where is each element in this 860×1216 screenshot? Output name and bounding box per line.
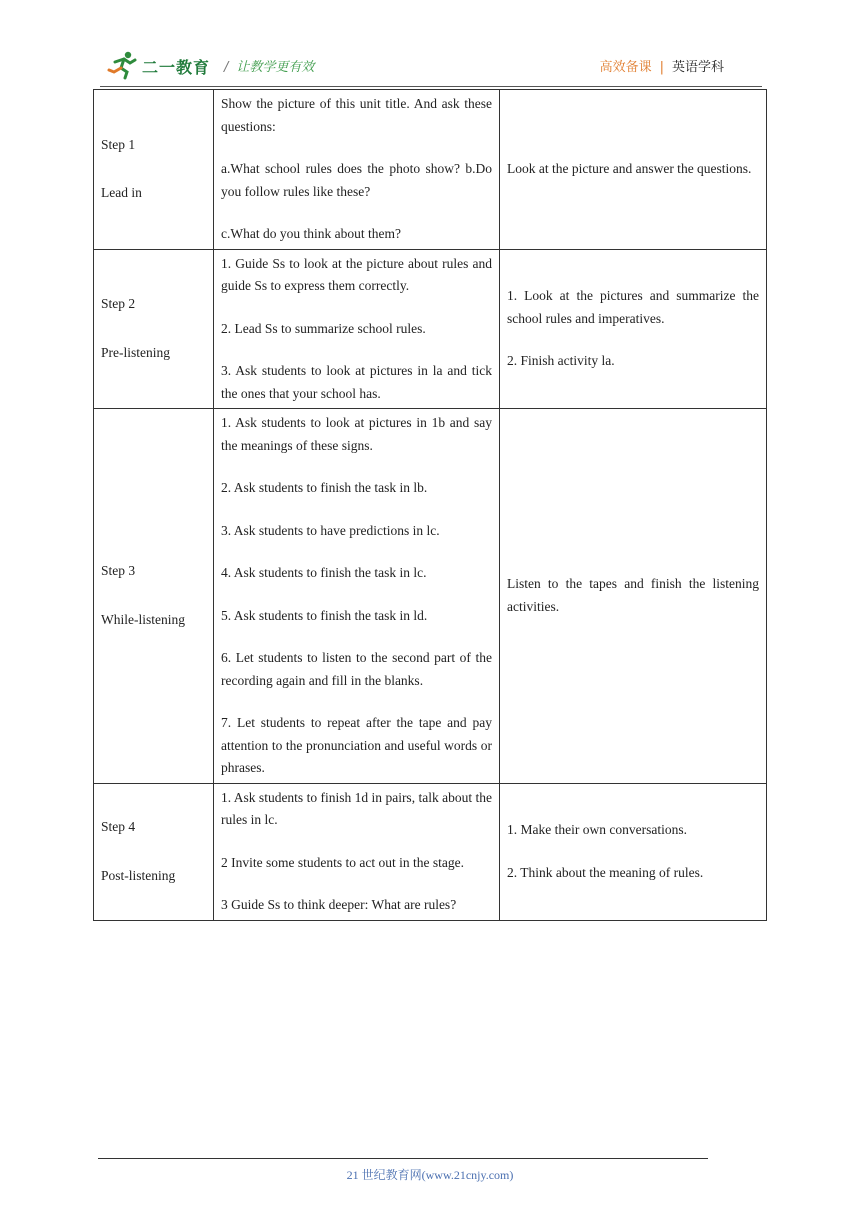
teacher-activity-line: 7. Let students to repeat after the tape and pay attention to the pronunciation and useful words or phrases. (221, 715, 492, 775)
teacher-activity-line: 6. Let students to listen to the second part of the recording again and fill in the blanks. (221, 650, 492, 688)
footer-text: 21 世纪教育网(www.21cnjy.com) (346, 1168, 514, 1182)
student-activity-line: 1. Make their own conversations. (507, 822, 687, 837)
slogan-slash: / (224, 60, 229, 75)
teacher-activity-line: 3 Guide Ss to think deeper: What are rules? (221, 897, 457, 912)
subject-label (600, 56, 724, 75)
teacher-activity-line: 5. Ask students to finish the task in ld. (221, 607, 428, 623)
slogan-text: 让教学更有效 (236, 60, 315, 75)
subject-label-efficient: 高效备课 (599, 60, 652, 75)
lesson-plan-table-body (94, 90, 767, 921)
teacher-activity-line: 2 Invite some students to act out in the stage. (221, 854, 464, 870)
teacher-activity-cell (214, 783, 500, 920)
page-header (100, 46, 762, 90)
step-cell (94, 249, 214, 409)
student-activity-line: 2. Finish activity la. (507, 353, 615, 368)
table-row (94, 90, 767, 250)
student-activity-cell (500, 409, 767, 784)
student-activity-line: Listen to the tapes and finish the listening activities. (507, 576, 759, 614)
teacher-activity-line: 4. Ask students to finish the task in lc. (221, 565, 427, 580)
student-activity-cell (500, 783, 767, 920)
step-stage: Post-listening (101, 867, 176, 883)
student-activity-line: Look at the picture and answer the questions. (507, 161, 752, 176)
teacher-activity-line: 1. Guide Ss to look at the picture about rules and guide Ss to express them correctly. (221, 255, 492, 293)
teacher-activity-line: 2. Lead Ss to summarize school rules. (221, 320, 426, 336)
student-activity-line: 1. Look at the pictures and summarize the school rules and imperatives. (507, 288, 759, 326)
step-number: Step 4 (101, 819, 136, 834)
lesson-plan-table (93, 89, 767, 921)
teacher-activity-line: a.What school rules does the photo show? b.Do you follow rules like these? (221, 161, 492, 199)
runner-logo-icon (106, 50, 140, 80)
footer-divider (98, 1158, 708, 1159)
teacher-activity-line: 3. Ask students to have predictions in lc. (221, 522, 440, 538)
step-number: Step 1 (101, 136, 136, 152)
logo-text: 二一教育 (142, 58, 211, 77)
table-row (94, 783, 767, 920)
subject-label-separator: | (659, 60, 664, 75)
student-activity-cell (500, 90, 767, 250)
teacher-activity-line: 1. Ask students to finish 1d in pairs, talk about the rules in lc. (221, 789, 492, 827)
teacher-activity-line: 2. Ask students to finish the task in lb. (221, 480, 428, 495)
step-number: Step 2 (101, 296, 136, 312)
step-stage: While-listening (101, 611, 185, 627)
step-cell (94, 90, 214, 250)
student-activity-line: 2. Think about the meaning of rules. (507, 864, 704, 880)
teacher-activity-cell (214, 249, 500, 409)
table-row (94, 249, 767, 409)
table-row (94, 409, 767, 784)
teacher-activity-cell (214, 409, 500, 784)
logo (106, 50, 218, 80)
step-cell (94, 409, 214, 784)
subject-label-english: 英语学科 (671, 60, 724, 75)
slogan (224, 56, 314, 75)
teacher-activity-line: c.What do you think about them? (221, 226, 401, 241)
teacher-activity-line: 3. Ask students to look at pictures in la and tick the ones that your school has. (221, 363, 492, 401)
teacher-activity-cell (214, 90, 500, 250)
student-activity-cell (500, 249, 767, 409)
step-number: Step 3 (101, 563, 136, 579)
teacher-activity-line: Show the picture of this unit title. And ask these questions: (221, 96, 492, 134)
teacher-activity-line: 1. Ask students to look at pictures in 1b and say the meanings of these signs. (221, 415, 492, 453)
step-stage: Lead in (101, 185, 142, 201)
header-divider (100, 86, 762, 87)
step-cell (94, 783, 214, 920)
step-stage: Pre-listening (101, 344, 170, 360)
